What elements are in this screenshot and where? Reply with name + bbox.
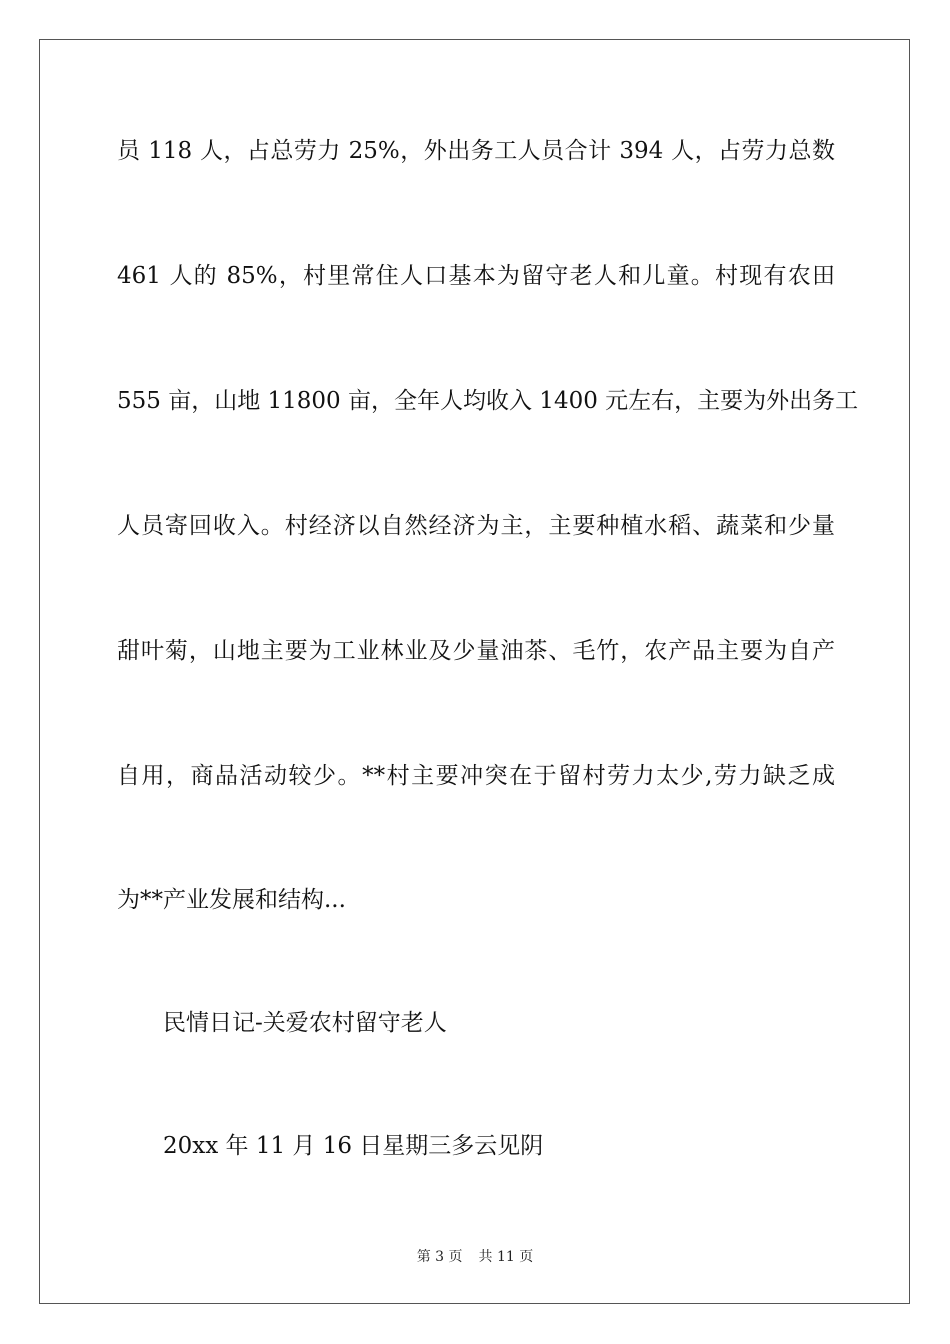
page-footer (0, 1248, 950, 1266)
diary-heading: 民情日记-关爱农村留守老人 (163, 1010, 447, 1036)
paragraph-line-1: 员 118 人，占总劳力 25%，外出务工人员合计 394 人，占劳力总数 (117, 138, 835, 164)
paragraph-line-2: 461 人的 85%，村里常住人口基本为留守老人和儿童。村现有农田 (117, 263, 835, 289)
diary-date-line: 20xx 年 11 月 16 日星期三多云见阴 (163, 1133, 544, 1159)
paragraph-line-4: 人员寄回收入。村经济以自然经济为主，主要种植水稻、蔬菜和少量 (117, 513, 835, 539)
page-total: 共 11 页 (478, 1249, 534, 1265)
paragraph-line-3: 555 亩，山地 11800 亩，全年人均收入 1400 元左右，主要为外出务工 (117, 388, 859, 414)
page-number: 第 3 页 (416, 1249, 463, 1265)
paragraph-line-5: 甜叶菊，山地主要为工业林业及少量油茶、毛竹，农产品主要为自产 (117, 638, 835, 664)
paragraph-line-6: 自用，商品活动较少。**村主要冲突在于留村劳力太少,劳力缺乏成 (117, 763, 835, 789)
page-frame (39, 39, 910, 1304)
paragraph-line-7: 为**产业发展和结构... (117, 887, 346, 913)
